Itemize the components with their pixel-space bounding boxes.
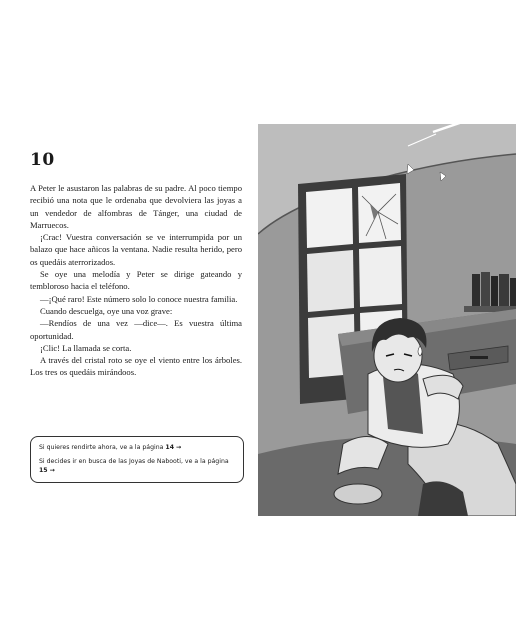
story-paragraph: A Peter le asustaron las palabras de su padre. Al poco tiempo recibió una nota que le ordenaba que devolviera las joyas a un vendedor de alfombras de Tánger, una ciudad de Marruecos. — [30, 183, 242, 230]
story-paragraph: Se oye una melodía y Peter se dirige gateando y tembloroso hacia el teléfono. — [30, 269, 242, 292]
text-page — [30, 150, 242, 379]
choice-page-number: 15 — [39, 467, 48, 474]
choice-text: Si decides ir en busca de las Joyas de Nabooti, ve a la página — [39, 458, 229, 465]
manga-illustration — [258, 124, 516, 516]
choice-page-number: 14 — [165, 444, 175, 451]
story-paragraph: Cuando descuelga, oye una voz grave: — [40, 305, 173, 316]
story-paragraph: A través del cristal roto se oye el viento entre los árboles. Los tres os quedáis mirándoos. — [30, 355, 242, 378]
story-paragraph: ¡Crac! Vuestra conversación se ve interrumpida por un balazo que hace añicos la ventana. Nadie resulta herido, pero os quedáis aterrorizados. — [30, 232, 242, 267]
story-paragraph: —¡Qué raro! Este número solo lo conoce nuestra familia. — [40, 293, 238, 304]
arrow-right-icon: → — [176, 444, 182, 451]
story-paragraph: —Rendíos de una vez —dice—. Es vuestra última oportunidad. — [30, 318, 242, 341]
choice-text: Si quieres rendirte ahora, ve a la página — [39, 444, 164, 451]
story-paragraph: ¡Clic! La llamada se corta. — [40, 342, 132, 353]
choice-box — [30, 436, 244, 483]
choice-surrender[interactable] — [39, 443, 235, 452]
choice-search-jewels[interactable] — [39, 457, 235, 475]
story-text — [30, 182, 242, 379]
chapter-number: 10 — [30, 150, 55, 170]
illustration-panel — [258, 124, 516, 516]
arrow-right-icon: → — [49, 467, 55, 474]
